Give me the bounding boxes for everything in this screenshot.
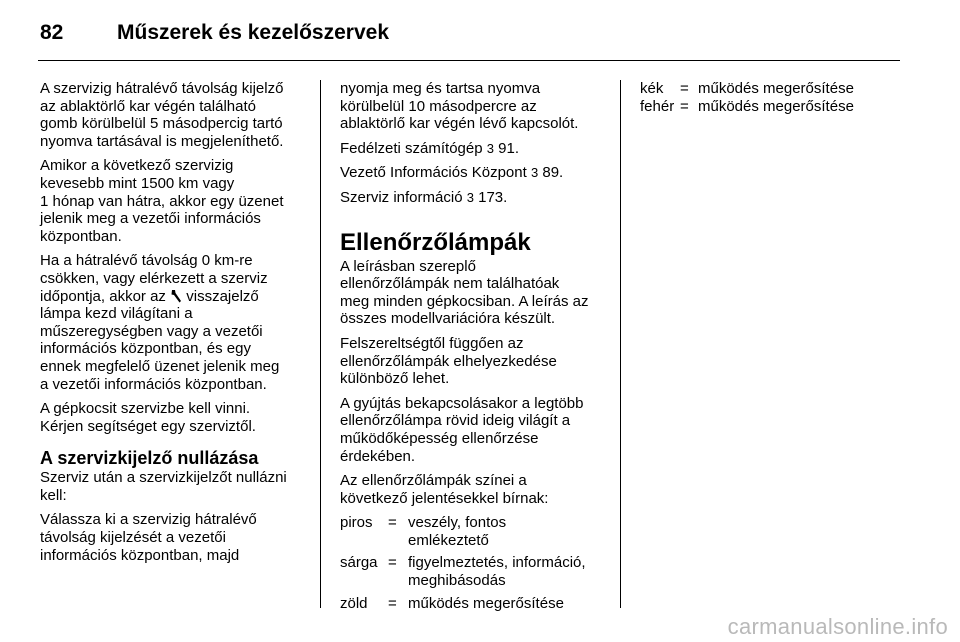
page-ref-icon: 3 bbox=[530, 165, 539, 181]
watermark: carmanualsonline.info bbox=[727, 614, 948, 639]
paragraph: Felszereltségtől függően az ellenőrzőlámpák elhelyezkedése különböző lehet. bbox=[340, 334, 557, 388]
column-divider bbox=[320, 80, 321, 608]
legend-row: fehér = működés megerősítése bbox=[640, 97, 854, 115]
color-legend bbox=[640, 80, 900, 115]
page-ref-icon: 3 bbox=[466, 189, 474, 205]
page-ref-icon: 3 bbox=[486, 140, 494, 156]
legend-row: piros = veszély, fontos emlékeztető bbox=[340, 514, 507, 549]
column-divider bbox=[620, 80, 621, 608]
paragraph: A gyújtás bekapcsolásakor a legtöbb ellenőrzőlámpa rövid ideig világít a működőképesség ellenőrzése érdekében. bbox=[340, 394, 584, 465]
page-header bbox=[38, 18, 900, 61]
cross-reference[interactable]: Vezető Információs Központ 3 89. bbox=[340, 164, 564, 182]
paragraph: A gépkocsit szervizbe kell vinni. Kérjen segítséget egy szerviztől. bbox=[40, 400, 256, 435]
color-legend bbox=[340, 514, 610, 612]
wrench-icon bbox=[170, 289, 182, 303]
paragraph: A szervizig hátralévő távolság kijelző az ablaktörlő kar végén található gomb körülbelül 5 másodpercig tartó nyomva tartásával is megjeleníthető. bbox=[40, 80, 284, 150]
paragraph: Az ellenőrzőlámpák színei a következő jelentésekkel bírnak: bbox=[340, 472, 549, 507]
paragraph: nyomja meg és tartsa nyomva körülbelül 10 másodpercre az ablaktörlő kar végén lévő kapcsolót. bbox=[340, 80, 579, 133]
paragraph: A leírásban szereplő ellenőrzőlámpák nem találhatóak meg minden gépkocsiban. A leírás az összes modellvariációra készült. bbox=[340, 257, 589, 328]
paragraph: Amikor a következő szervizig kevesebb mint 1500 km vagy 1 hónap van hátra, akkor egy üzenet jelenik meg a vezetői információs központban. bbox=[40, 157, 284, 245]
page-number: 82 bbox=[40, 21, 64, 44]
paragraph: Szerviz után a szervizkijelzőt nullázni kell: bbox=[40, 469, 287, 504]
column-left bbox=[40, 80, 310, 571]
paragraph-with-icon bbox=[40, 252, 310, 393]
paragraph-text: Ha a hátralévő távolság 0 km-re csökken, vagy elérkezett a szerviz időpontja, akkor az bbox=[40, 252, 268, 305]
cross-reference[interactable]: Szerviz információ 3 173. bbox=[340, 188, 508, 206]
legend-row: zöld = működés megerősítése bbox=[340, 594, 564, 612]
legend-row: sárga = figyelmeztetés, információ, meghibásodás bbox=[340, 554, 586, 590]
legend-row: kék = működés megerősítése bbox=[640, 80, 854, 97]
section-heading: Ellenőrzőlámpák bbox=[340, 228, 531, 256]
cross-reference[interactable]: Fedélzeti számítógép 3 91. bbox=[340, 139, 520, 157]
paragraph-text: visszajelző lámpa kezd világítani a műszeregységben vagy a vezetői információs központban, és egy ennek megfelelő üzenet jelenik meg a vezetői információs központban. bbox=[40, 287, 280, 393]
section-heading: A szervizkijelző nullázása bbox=[40, 448, 259, 469]
column-right bbox=[640, 80, 900, 115]
column-middle bbox=[340, 80, 610, 617]
page-title: Műszerek és kezelőszervek bbox=[117, 21, 390, 44]
paragraph: Válassza ki a szervizig hátralévő távolság kijelzését a vezetői információs központban, majd bbox=[40, 511, 257, 564]
